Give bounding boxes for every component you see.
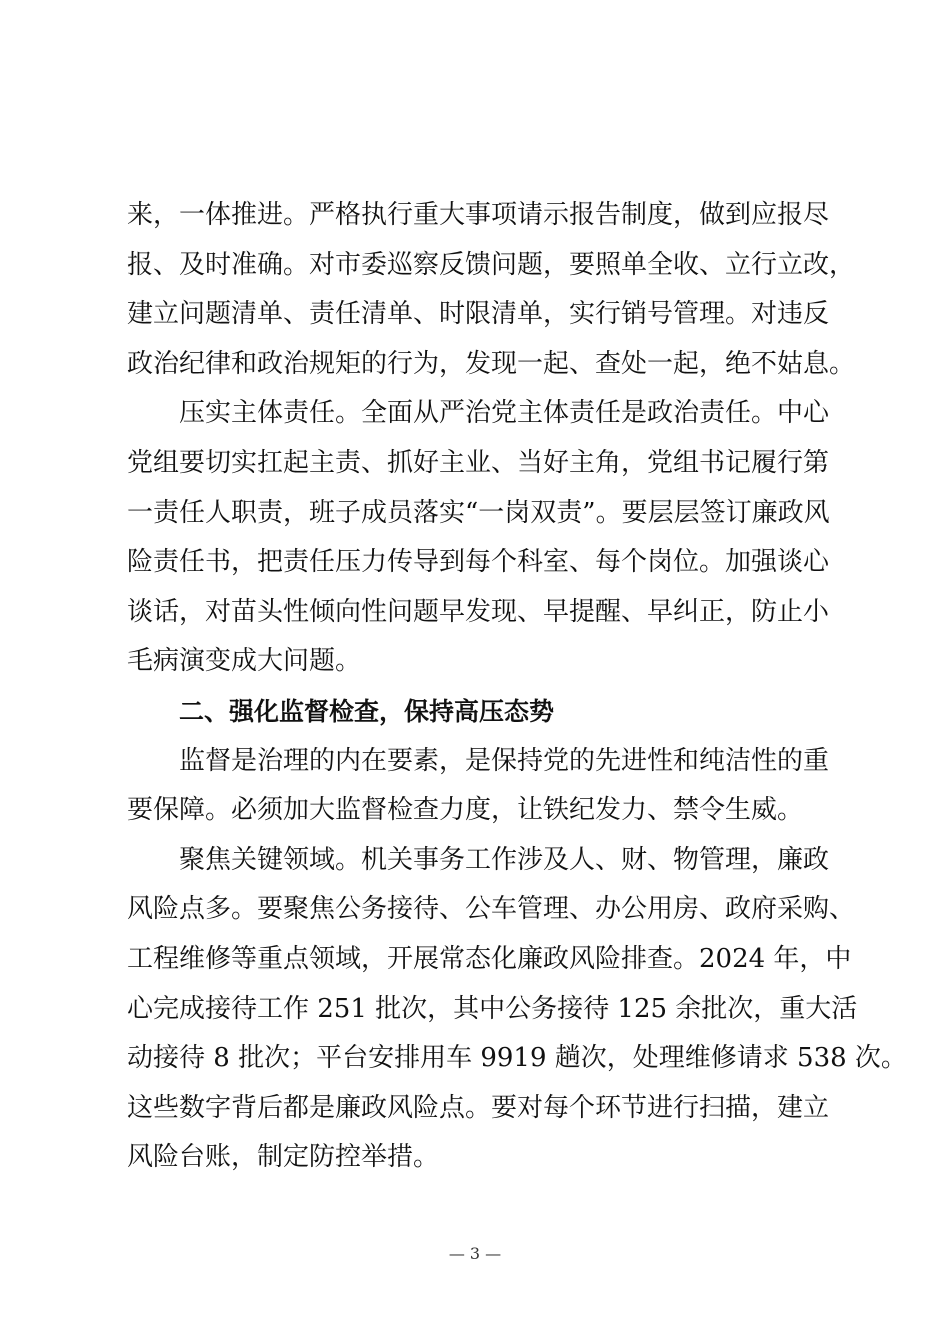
text-line: 来，一体推进。严格执行重大事项请示报告制度，做到应报尽 [127, 200, 830, 230]
text-line: 一责任人职责，班子成员落实“一岗双责”。要层层签订廉政风 [127, 497, 830, 528]
text-line: 心完成接待工作 251 批次，其中公务接待 125 余批次，重大活 [127, 993, 858, 1024]
text-line: 报、及时准确。对市委巡察反馈问题，要照单全收、立行立改， [127, 249, 856, 280]
text-line: 压实主体责任。全面从严治党主体责任是政治责任。中心 [179, 398, 830, 429]
text-line: 动接待 8 批次；平台安排用车 9919 趟次，处理维修请求 538 次。 [127, 1043, 907, 1074]
section-heading: 二、强化监督检查，保持高压态势 [179, 696, 555, 726]
page-number: — 3 — [448, 1244, 502, 1263]
text-line: 风险台账，制定防控举措。 [127, 1142, 440, 1173]
text-line: 建立问题清单、责任清单、时限清单，实行销号管理。对违反 [127, 299, 830, 330]
text-line: 工程维修等重点领域，开展常态化廉政风险排查。2024 年，中 [127, 943, 852, 974]
text-line: 监督是治理的内在要素，是保持党的先进性和纯洁性的重 [179, 745, 830, 776]
text-line: 政治纪律和政治规矩的行为，发现一起、查处一起，绝不姑息。 [127, 348, 856, 379]
document-body [127, 191, 907, 1183]
text-line: 毛病演变成大问题。 [127, 646, 362, 677]
text-line: 要保障。必须加大监督检查力度，让铁纪发力、禁令生威。 [127, 795, 804, 826]
text-line: 风险点多。要聚焦公务接待、公车管理、办公用房、政府采购、 [127, 894, 856, 925]
text-line: 险责任书，把责任压力传导到每个科室、每个岗位。加强谈心 [127, 547, 830, 578]
text-line: 这些数字背后都是廉政风险点。要对每个环节进行扫描，建立 [127, 1092, 830, 1123]
text-line: 聚焦关键领域。机关事务工作涉及人、财、物管理，廉政 [179, 844, 830, 875]
text-line: 党组要切实扛起主责、抓好主业、当好主角，党组书记履行第 [127, 447, 830, 478]
text-line: 谈话，对苗头性倾向性问题早发现、早提醒、早纠正，防止小 [127, 596, 830, 627]
